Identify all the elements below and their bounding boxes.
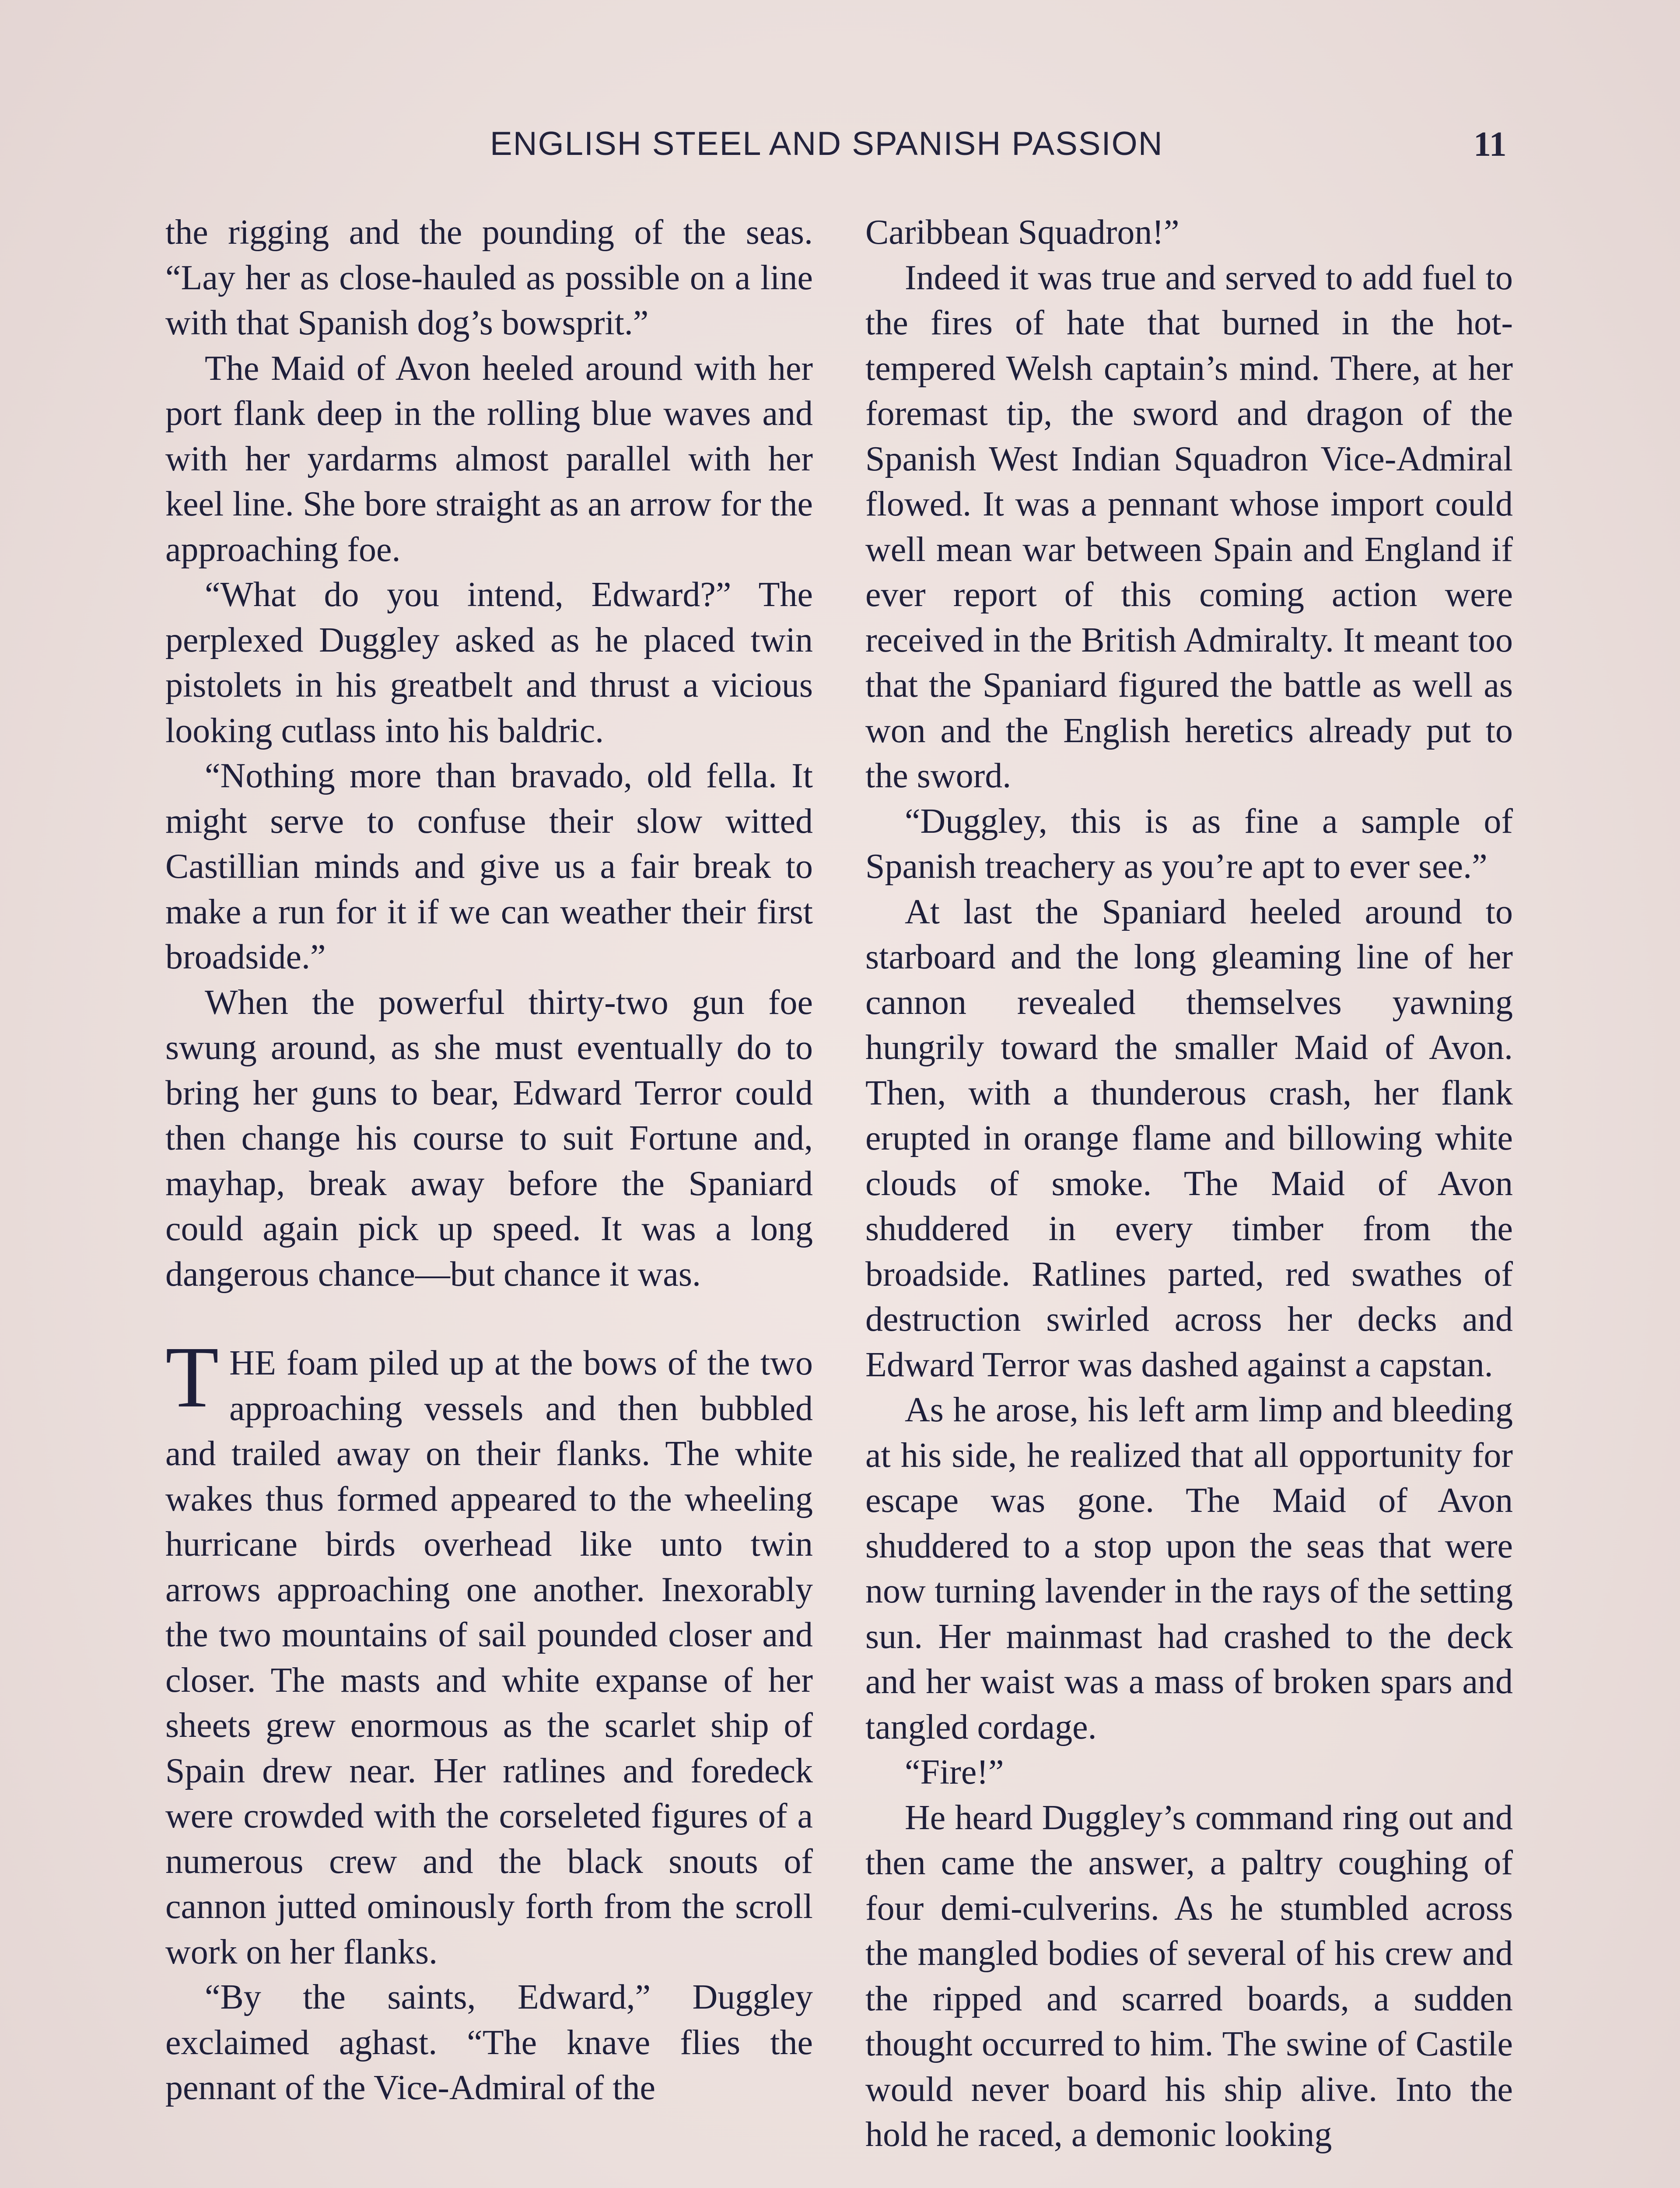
- paragraph: The Maid of Avon heeled around with her port flank deep in the rolling blue waves and with her yardarms almost parallel with her keel line. She bore straight as an arrow for the approaching foe.: [165, 349, 813, 569]
- running-title: ENGLISH STEEL AND SPANISH PASSION: [490, 125, 1163, 162]
- paragraph: “Duggley, this is as fine a sample of Spanish treachery as you’re apt to ever see.”: [865, 802, 1513, 886]
- paragraph: He heard Duggley’s command ring out and then came the answer, a paltry coughing of four demi-culverins. As he stumbled across the mangled bodies of several of his crew and the ripped and scarred boards, a sudden thought occurred to him. The swine of Castile would never board his ship alive. Into the hold he raced, a demonic looking: [865, 1798, 1513, 2154]
- drop-cap-paragraph-text: HE foam piled up at the bows of the two approaching vessels and then bubbled and trailed away on their flanks. The white wakes thus formed appeared to the wheeling hurricane birds overhead like unto twin arrows approaching one another. Inexorably the two mountains of sail pounded closer and closer. The masts and white expanse of her sheets grew enormous as the scarlet ship of Spain drew near. Her ratlines and foredeck were crowded with the corseleted figures of a numerous crew and the black snouts of cannon jutted ominously forth from the scroll work on her flanks.: [165, 1344, 813, 1971]
- drop-cap-paragraph: [165, 1329, 813, 1975]
- paragraph: Indeed it was true and served to add fuel to the fires of hate that burned in the hot-tempered Welsh captain’s mind. There, at her foremast tip, the sword and dragon of the Spanish West Indian Squadron Vice-Admiral flowed. It was a pennant whose import could well mean war between Spain and England if ever report of this coming action were received in the British Admiralty. It meant too that the Spaniard figured the battle as well as won and the English heretics already put to the sword.: [865, 258, 1513, 795]
- page-number: 11: [1474, 125, 1507, 164]
- paragraph: When the powerful thirty-two gun foe swung around, as she must eventually do to bring her guns to bear, Edward Terror could then change his course to suit Fortune and, mayhap, break away before the Spaniard could again pick up speed. It was a long dangerous chance—but chance it was.: [165, 983, 813, 1294]
- page-header: [0, 125, 1680, 173]
- paragraph: “By the saints, Edward,” Duggley exclaimed aghast. “The knave flies the pennant of the Vice-Admiral of the: [165, 1978, 813, 2107]
- paragraph: “What do you intend, Edward?” The perplexed Duggley asked as he placed twin pistolets in his greatbelt and thrust a vicious looking cutlass into his baldric.: [165, 575, 813, 750]
- right-text-column: [865, 210, 1513, 2158]
- left-text-column: [165, 210, 813, 2111]
- drop-cap: T: [165, 1329, 219, 1426]
- paragraph: Caribbean Squadron!”: [865, 213, 1180, 252]
- paragraph: At last the Spaniard heeled around to starboard and the long gleaming line of her cannon revealed themselves yawning hungrily toward the smaller Maid of Avon. Then, with a thunderous crash, her flank erupted in orange flame and billowing white clouds of smoke. The Maid of Avon shuddered in every timber from the broadside. Ratlines parted, red swathes of destruction swirled across her decks and Edward Terror was dashed against a capstan.: [865, 892, 1513, 1384]
- paragraph: the rigging and the pounding of the seas. “Lay her as close-hauled as possible on a line with that Spanish dog’s bowsprit.”: [165, 213, 813, 342]
- paragraph: “Nothing more than bravado, old fella. It might serve to confuse their slow witted Castillian minds and give us a fair break to make a run for it if we can weather their first broadside.”: [165, 757, 813, 976]
- paragraph: “Fire!”: [905, 1753, 1004, 1792]
- paragraph: As he arose, his left arm limp and bleeding at his side, he realized that all opportunity for escape was gone. The Maid of Avon shuddered to a stop upon the seas that were now turning lavender in the rays of the setting sun. Her mainmast had crashed to the deck and her waist was a mass of broken spars and tangled cordage.: [865, 1391, 1513, 1746]
